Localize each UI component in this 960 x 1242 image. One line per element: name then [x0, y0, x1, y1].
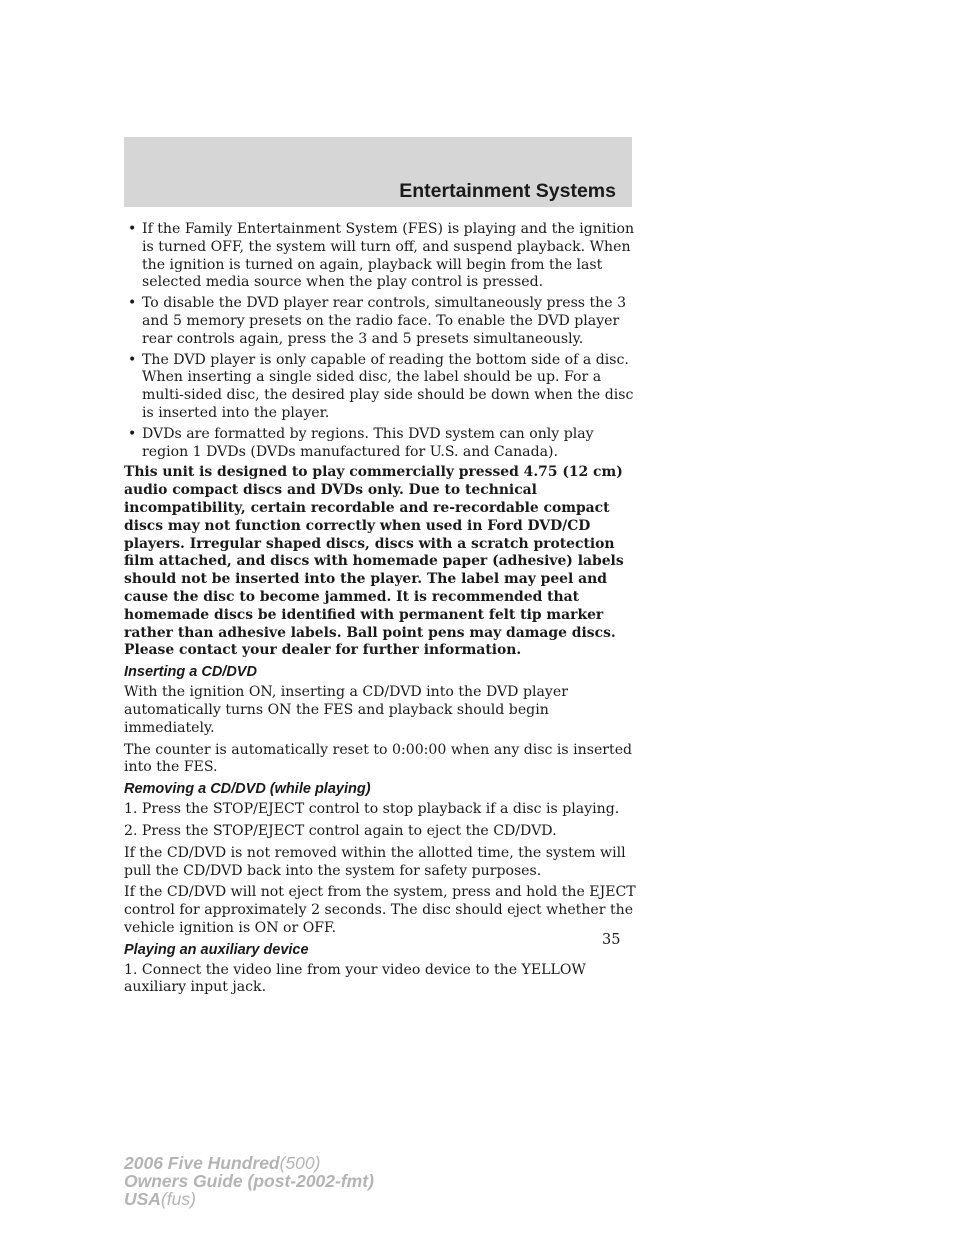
step-1: 1. Connect the video line from your video device to the YELLOW auxiliary input jack.	[124, 961, 586, 996]
heading-inserting: Inserting a CD/DVD	[124, 664, 257, 681]
step-2: 2. Press the STOP/EJECT control again to eject the CD/DVD.	[124, 822, 557, 839]
bullet-item-regions	[124, 426, 636, 462]
section-title: Entertainment Systems	[399, 180, 616, 202]
document-footer	[124, 1154, 374, 1208]
footer-market: USA	[124, 1189, 161, 1209]
bullet-text: If the Family Entertainment System (FES) is playing and the ignition is turned OFF, the system will turn off, and suspend playback. When the ignition is turned on again, playback will begin from the last selected media source when the play control is pressed.	[142, 221, 635, 291]
bullet-icon: •	[128, 295, 137, 312]
bullet-icon: •	[128, 221, 137, 237]
disc-notice: This unit is designed to play commercially pressed 4.75 (12 cm) audio compact discs and DVDs only. Due to technical incompatibility, certain recordable and re-recordable compact discs may not function correctly when used in Ford DVD/CD players. Irregular shaped discs, discs with a scratch protection film attached, and discs with homemade paper (adhesive) labels should not be inserted into the player. The label may peel and cause the disc to become jammed. It is recommended that homemade discs be identified with permanent felt tip marker rather than adhesive labels. Ball point pens may damage discs. Please contact your dealer for further information.	[124, 464, 624, 659]
paragraph: With the ignition ON, inserting a CD/DVD into the DVD player automatically turns ON the FES and playback should begin immediately.	[124, 684, 568, 736]
bullet-text: To disable the DVD player rear controls, simultaneously press the 3 and 5 memory presets on the radio face. To enable the DVD player rear controls again, press the 3 and 5 presets simultaneously.	[142, 295, 627, 347]
bullet-text: The DVD player is only capable of reading the bottom side of a disc. When inserting a single sided disc, the label should be up. For a multi-sided disc, the desired play side should be down when the disc is inserted into the player.	[142, 351, 634, 421]
bullet-item-rear-controls	[124, 295, 636, 348]
heading-auxiliary: Playing an auxiliary device	[124, 941, 309, 958]
paragraph: The counter is automatically reset to 0:00:00 when any disc is inserted into the FES.	[124, 741, 633, 776]
page-content	[124, 221, 636, 1001]
bullet-text: DVDs are formatted by regions. This DVD system can only play region 1 DVDs (DVDs manufactured for U.S. and Canada).	[142, 425, 594, 460]
footer-model-code: (500)	[279, 1153, 321, 1173]
bullet-list	[124, 221, 636, 461]
bullet-icon: •	[128, 351, 137, 368]
paragraph: If the CD/DVD will not eject from the system, press and hold the EJECT control for approximately 2 seconds. The disc should eject whether the vehicle ignition is ON or OFF.	[124, 884, 636, 936]
bullet-item-fes-ignition	[124, 221, 636, 292]
heading-removing: Removing a CD/DVD (while playing)	[124, 781, 371, 798]
footer-model: 2006 Five Hundred	[124, 1153, 280, 1173]
footer-line-1	[124, 1154, 374, 1172]
bullet-item-disc-side	[124, 352, 636, 423]
paragraph: If the CD/DVD is not removed within the allotted time, the system will pull the CD/DVD back into the system for safety purposes.	[124, 844, 626, 879]
footer-line-3	[124, 1190, 374, 1208]
footer-market-code: (fus)	[160, 1189, 196, 1209]
page-number: 35	[602, 932, 621, 948]
bullet-icon: •	[128, 425, 137, 442]
step-1: 1. Press the STOP/EJECT control to stop playback if a disc is playing.	[124, 801, 620, 818]
footer-line-2: Owners Guide (post-2002-fmt)	[124, 1171, 374, 1191]
section-header-band	[124, 137, 632, 207]
